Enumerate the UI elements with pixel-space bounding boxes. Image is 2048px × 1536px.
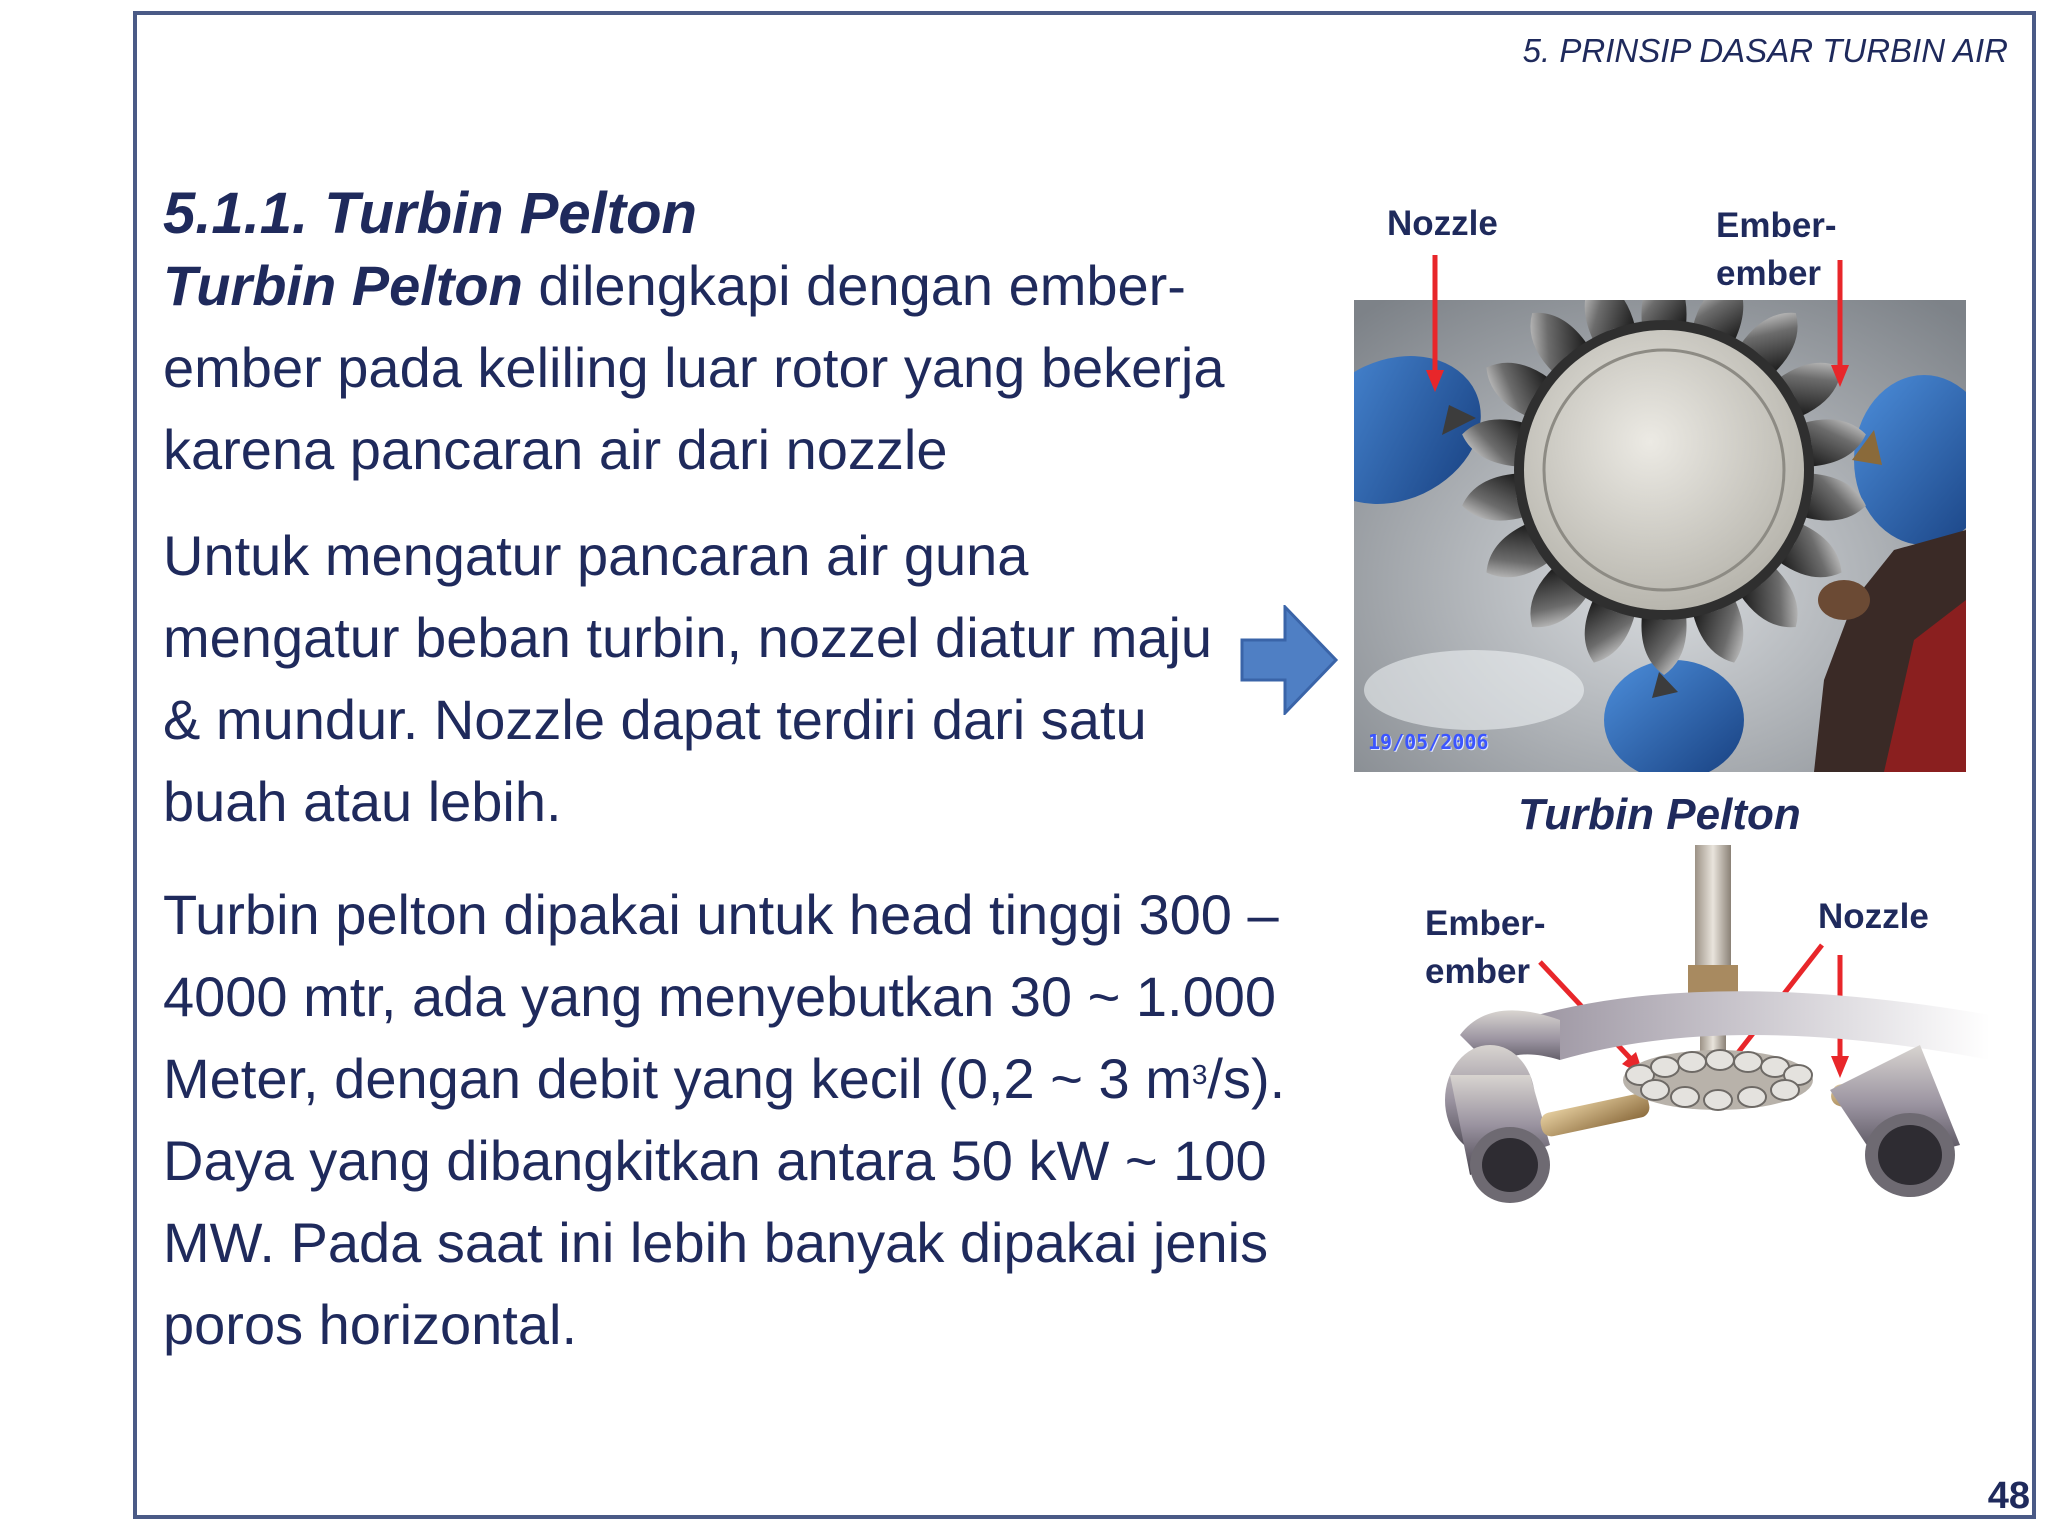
right-arrow-icon xyxy=(1240,605,1340,715)
photo-caption: Turbin Pelton xyxy=(1518,790,1801,839)
slide-title: 5.1.1. Turbin Pelton xyxy=(163,181,697,246)
section-header: 5. PRINSIP DASAR TURBIN AIR xyxy=(1522,32,2008,69)
superscript-3: 3 xyxy=(1191,1059,1208,1090)
page-number: 48 xyxy=(1987,1475,2030,1517)
diagram-label-ember-line2: ember xyxy=(1425,952,1531,991)
photo-label-ember-line1: Ember- xyxy=(1716,206,1837,245)
pelton-photo-drawing xyxy=(1354,300,1966,772)
diagram-label-nozzle: Nozzle xyxy=(1818,897,1929,936)
photo-label-nozzle: Nozzle xyxy=(1387,204,1498,243)
photo-label-ember-line2: ember xyxy=(1716,254,1822,293)
pelton-turbine-photo xyxy=(1354,300,1966,772)
pelton-turbine-diagram xyxy=(1400,845,1990,1215)
paragraph-lead: Turbin Pelton xyxy=(163,254,523,317)
photo-label-ember xyxy=(1716,202,1837,298)
spec-text-2: /s). Daya yang dibangkitkan antara 50 kW ~ 100 MW. Pada saat ini lebih banyak dipakai jenis poros horizontal. xyxy=(163,1047,1286,1356)
spec-text-1: Turbin pelton dipakai untuk head tinggi 300 – 4000 mtr, ada yang menyebutkan 30 ~ 1.000 Meter, dengan debit yang kecil (0,2 ~ 3 m xyxy=(163,883,1279,1110)
paragraph-nozzle-control: Untuk mengatur pancaran air guna mengatur beban turbin, nozzel diatur maju & mundur. Nozzle dapat terdiri dari satu buah atau lebih. xyxy=(163,524,1213,833)
diagram-label-ember-line1: Ember- xyxy=(1425,904,1546,943)
photo-date-stamp: 19/05/2006 xyxy=(1368,730,1489,754)
paragraph-specifications xyxy=(163,874,1293,1366)
paragraph-description xyxy=(163,245,1313,491)
paragraph-rest: dilengkapi dengan ember-ember pada keliling luar rotor yang bekerja karena pancaran air dari nozzle xyxy=(163,254,1225,481)
